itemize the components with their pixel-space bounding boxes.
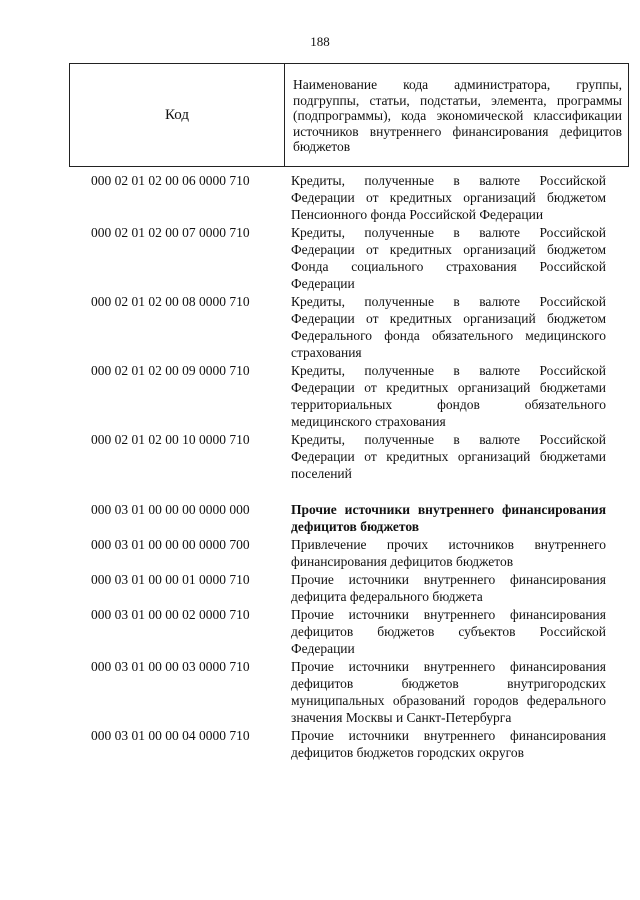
row-code: 000 02 01 02 00 09 0000 710 bbox=[91, 363, 250, 378]
row-code: 000 03 01 00 00 01 0000 710 bbox=[91, 572, 250, 587]
row-code: 000 03 01 00 00 00 0000 000 bbox=[91, 502, 250, 517]
row-code: 000 03 01 00 00 02 0000 710 bbox=[91, 607, 250, 622]
row-code: 000 02 01 02 00 10 0000 710 bbox=[91, 432, 250, 447]
row-code: 000 02 01 02 00 06 0000 710 bbox=[91, 173, 250, 188]
row-name: Кредиты, полученные в валюте Российской Федерации от кредитных организаций бюджетом Фонда социального страхования Российской Федерации bbox=[291, 225, 606, 291]
row-name: Прочие источники внутреннего финансирования дефицитов бюджетов bbox=[291, 502, 606, 534]
row-code: 000 03 01 00 00 04 0000 710 bbox=[91, 728, 250, 743]
row-code: 000 02 01 02 00 08 0000 710 bbox=[91, 294, 250, 309]
row-name: Прочие источники внутреннего финансирования дефицитов бюджетов городских округов bbox=[291, 728, 606, 760]
table-row-section-heading bbox=[69, 501, 612, 535]
row-code: 000 03 01 00 00 00 0000 700 bbox=[91, 537, 250, 552]
table-row bbox=[69, 362, 612, 430]
page-number: 188 bbox=[310, 34, 330, 49]
row-name: Прочие источники внутреннего финансирования дефицитов бюджетов субъектов Российской Федерации bbox=[291, 607, 606, 656]
row-name: Прочие источники внутреннего финансирования дефицита федерального бюджета bbox=[291, 572, 606, 604]
row-name: Кредиты, полученные в валюте Российской Федерации от кредитных организаций бюджетом Федерального фонда обязательного медицинского страхования bbox=[291, 294, 606, 360]
table-row bbox=[69, 293, 612, 361]
table-row bbox=[69, 658, 612, 726]
row-code: 000 03 01 00 00 03 0000 710 bbox=[91, 659, 250, 674]
table-row bbox=[69, 536, 612, 570]
row-code: 000 02 01 02 00 07 0000 710 bbox=[91, 225, 250, 240]
row-name: Кредиты, полученные в валюте Российской Федерации от кредитных организаций бюджетами поселений bbox=[291, 432, 606, 481]
classification-table-body bbox=[69, 172, 612, 761]
table-row bbox=[69, 431, 612, 482]
row-name: Привлечение прочих источников внутреннего финансирования дефицитов бюджетов bbox=[291, 537, 606, 569]
row-name: Кредиты, полученные в валюте Российской Федерации от кредитных организаций бюджетами территориальных фондов обязательного медицинского страхования bbox=[291, 363, 606, 429]
table-row bbox=[69, 606, 612, 657]
row-name: Кредиты, полученные в валюте Российской Федерации от кредитных организаций бюджетом Пенсионного фонда Российской Федерации bbox=[291, 173, 606, 222]
table-row bbox=[69, 571, 612, 605]
table-header bbox=[69, 63, 629, 167]
table-row bbox=[69, 727, 612, 761]
header-code-label: Код bbox=[70, 64, 285, 167]
table-row bbox=[69, 172, 612, 223]
table-row bbox=[69, 224, 612, 292]
header-name-label: Наименование кода администратора, группы, подгруппы, статьи, подстатьи, элемента, программы (подпрограммы), кода экономической классификации источников внутреннего финансирования дефицитов бюджетов bbox=[285, 64, 629, 167]
row-name: Прочие источники внутреннего финансирования дефицитов бюджетов внутригородских муниципальных образований городов федерального значения Москвы и Санкт-Петербурга bbox=[291, 659, 606, 725]
